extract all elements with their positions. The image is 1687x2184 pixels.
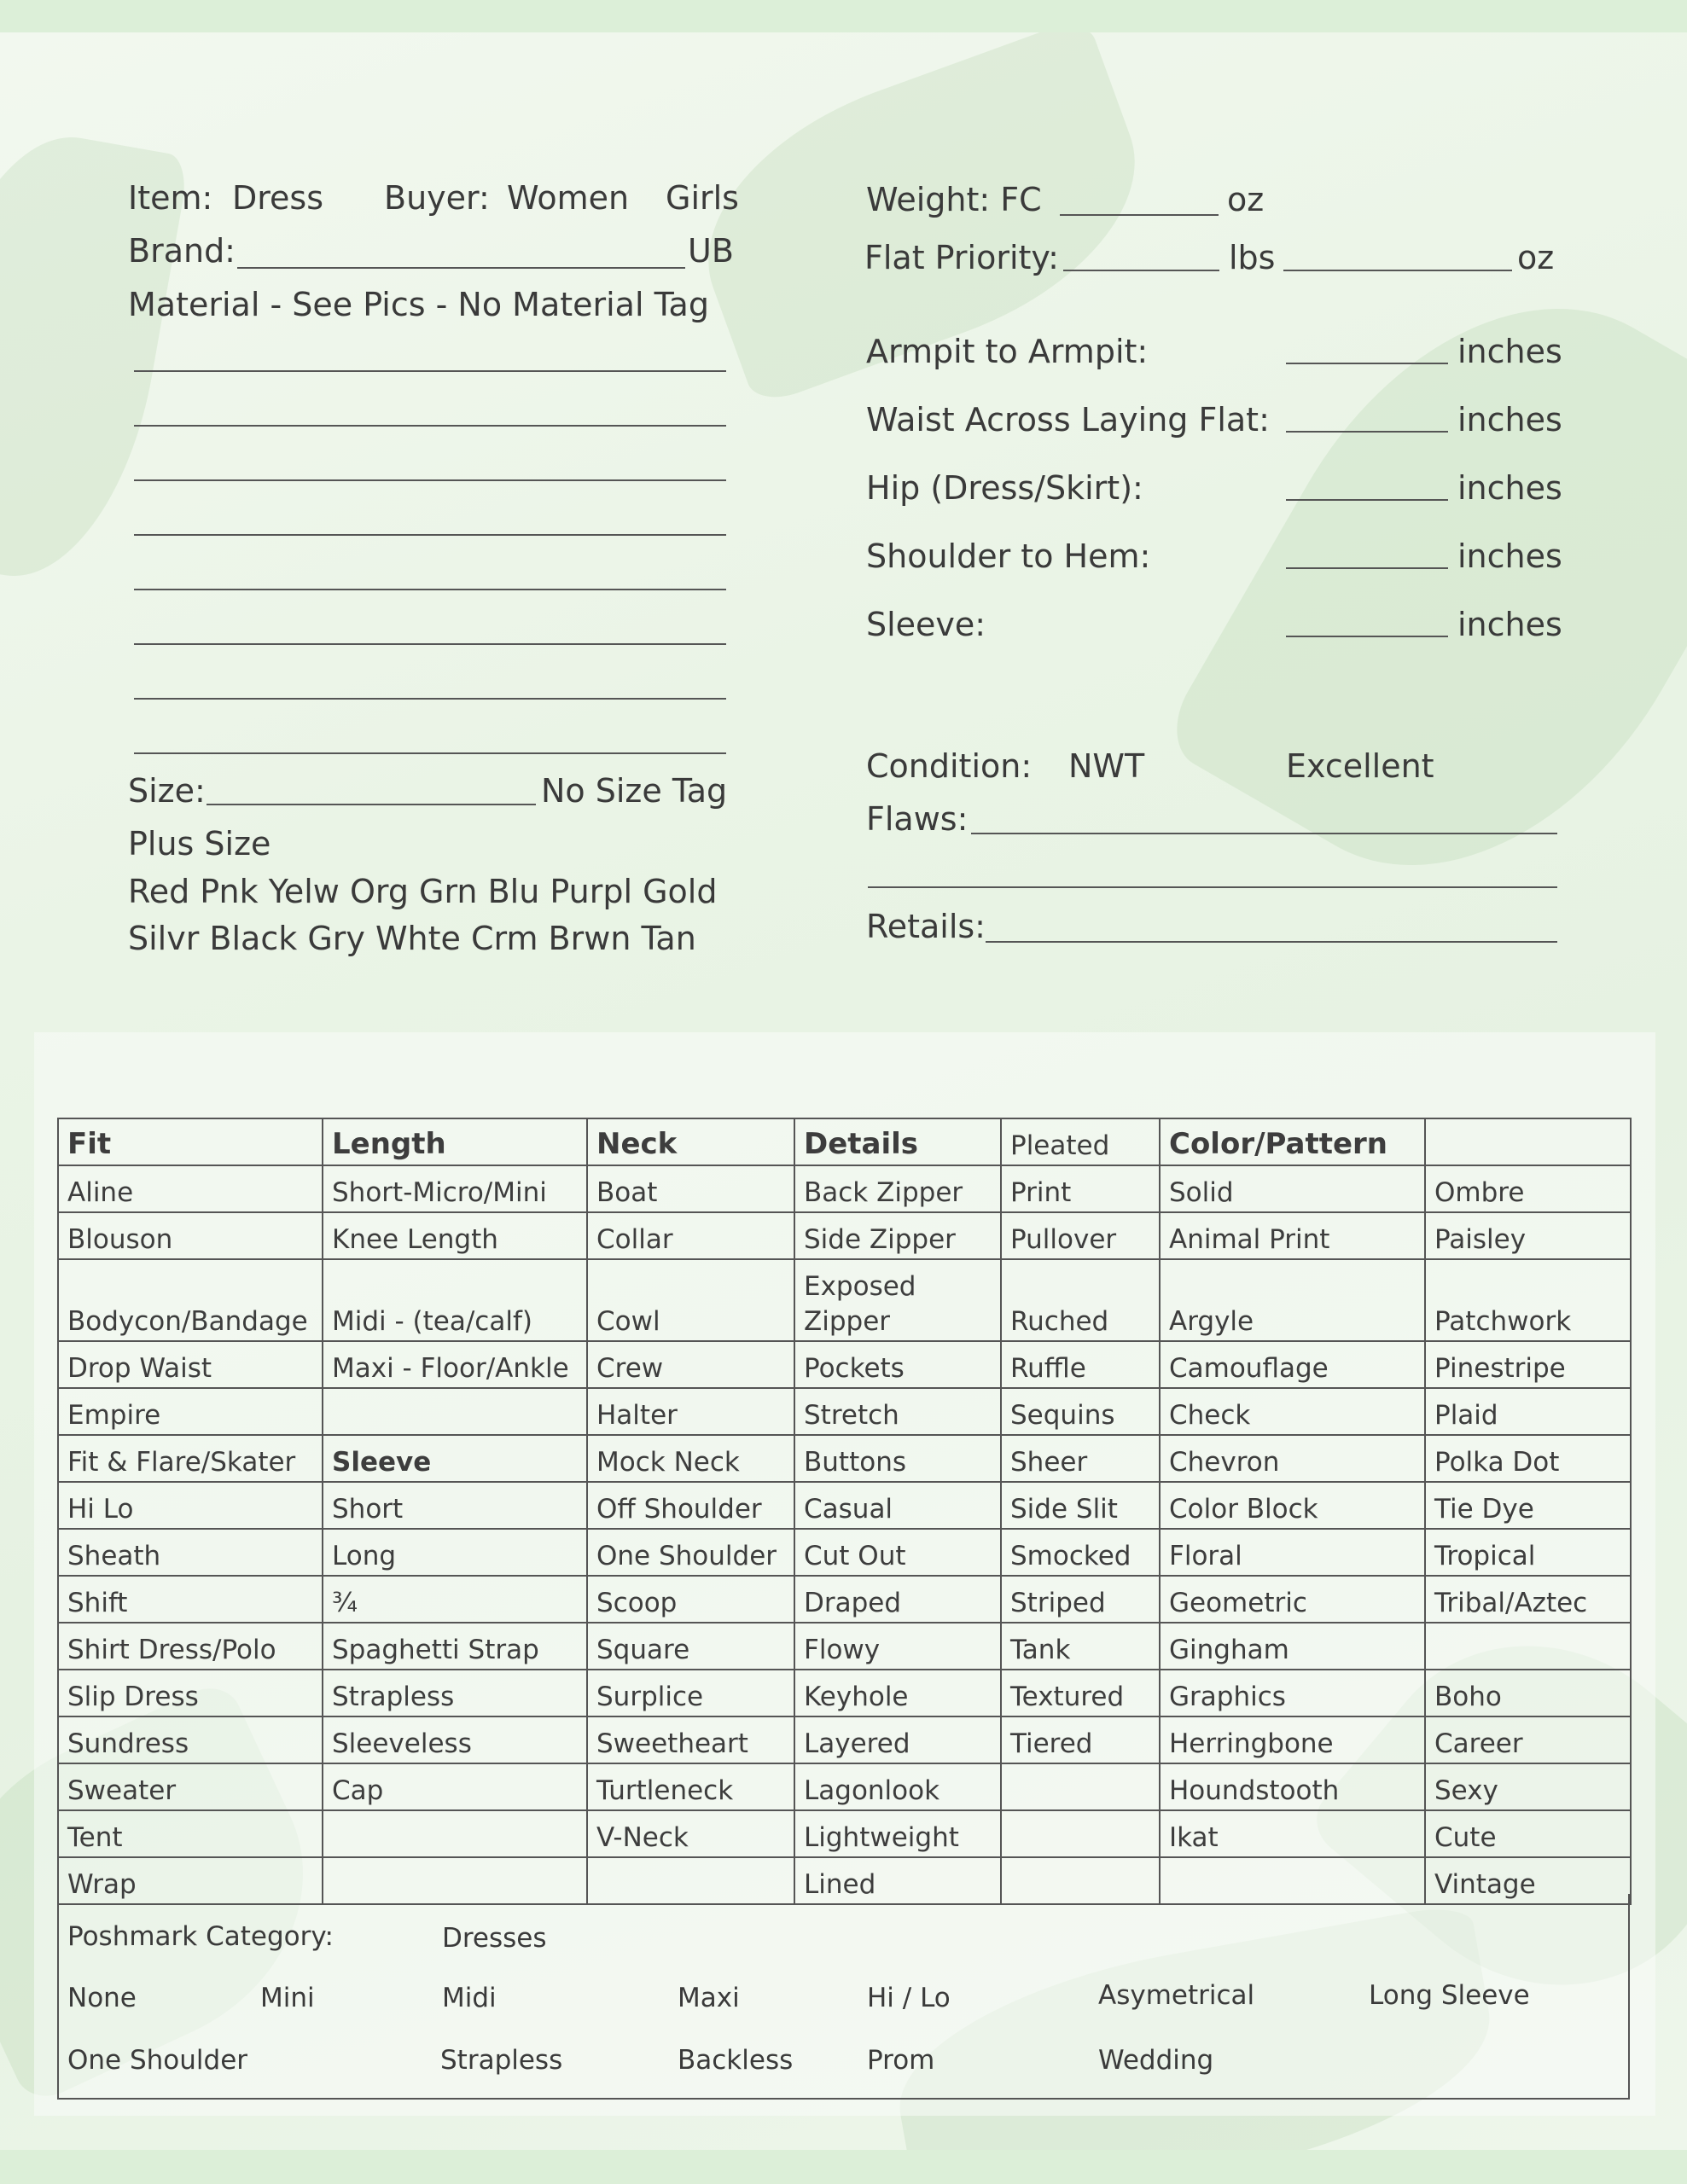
brand-label: Brand: — [128, 232, 236, 270]
table-row — [58, 1576, 1631, 1623]
table-cell[interactable]: Cowl — [587, 1259, 794, 1341]
table-cell[interactable]: Side Slit — [1001, 1482, 1160, 1529]
table-cell[interactable]: Keyhole — [794, 1670, 1001, 1716]
flat-priority-oz-field[interactable] — [1283, 270, 1512, 271]
weight-label: Weight: FC — [866, 181, 1042, 218]
column-header-length: Length — [323, 1118, 587, 1165]
table-cell[interactable]: Boho — [1425, 1670, 1631, 1716]
table-cell[interactable]: Shirt Dress/Polo — [58, 1623, 323, 1670]
measure-unit: inches — [1457, 401, 1562, 439]
table-cell[interactable]: Crew — [587, 1341, 794, 1388]
table-cell[interactable]: Layered — [794, 1716, 1001, 1763]
table-cell[interactable]: Draped — [794, 1576, 1001, 1623]
poshmark-category-label: Poshmark Category: — [67, 1921, 334, 1952]
measure-field-waist[interactable] — [1286, 431, 1448, 433]
table-cell[interactable]: Strapless — [323, 1670, 587, 1716]
table-cell[interactable]: Striped — [1001, 1576, 1160, 1623]
table-cell[interactable]: Sheer — [1001, 1435, 1160, 1482]
table-row — [58, 1716, 1631, 1763]
table-cell — [1001, 1810, 1160, 1857]
table-cell[interactable]: Polka Dot — [1425, 1435, 1631, 1482]
table-cell[interactable]: V-Neck — [587, 1810, 794, 1857]
table-cell[interactable]: Tropical — [1425, 1529, 1631, 1576]
color-options-line1[interactable]: Red Pnk Yelw Org Grn Blu Purpl Gold — [128, 873, 718, 910]
table-cell[interactable]: Career — [1425, 1716, 1631, 1763]
table-row — [58, 1212, 1631, 1259]
table-cell[interactable]: Slip Dress — [58, 1670, 323, 1716]
table-cell — [323, 1810, 587, 1857]
table-cell — [1001, 1763, 1160, 1810]
flaws-field-line2[interactable] — [868, 886, 1557, 888]
poshmark-option-dresses[interactable]: Dresses — [442, 1923, 547, 1954]
table-cell[interactable]: Houndstooth — [1160, 1763, 1425, 1810]
table-cell[interactable]: Sheath — [58, 1529, 323, 1576]
table-cell[interactable]: Long — [323, 1529, 587, 1576]
table-cell[interactable]: Pleated — [1001, 1118, 1160, 1165]
retails-label: Retails: — [866, 908, 986, 945]
column-header-details: Details — [794, 1118, 1001, 1165]
table-cell[interactable]: Argyle — [1160, 1259, 1425, 1341]
table-cell[interactable]: Check — [1160, 1388, 1425, 1435]
flat-priority-lbs-field[interactable] — [1063, 270, 1219, 271]
flat-priority-unit-lbs: lbs — [1229, 239, 1276, 276]
table-cell[interactable]: Collar — [587, 1212, 794, 1259]
material-line-field[interactable] — [134, 752, 726, 754]
table-cell[interactable]: Midi - (tea/calf) — [323, 1259, 587, 1341]
table-cell[interactable]: Camouflage — [1160, 1341, 1425, 1388]
poshmark-option-backless[interactable]: Backless — [678, 2045, 794, 2076]
material-line-field[interactable] — [134, 370, 726, 372]
table-cell[interactable]: Halter — [587, 1388, 794, 1435]
table-cell — [1425, 1623, 1631, 1670]
condition-option-excellent[interactable]: Excellent — [1286, 747, 1434, 785]
table-cell[interactable]: Drop Waist — [58, 1341, 323, 1388]
table-cell[interactable]: Print — [1001, 1165, 1160, 1212]
table-cell[interactable]: Cut Out — [794, 1529, 1001, 1576]
flat-priority-unit-oz: oz — [1517, 239, 1555, 276]
table-cell[interactable]: Vintage — [1425, 1857, 1631, 1904]
table-row — [58, 1763, 1631, 1810]
table-cell[interactable]: Solid — [1160, 1165, 1425, 1212]
table-cell[interactable]: Sequins — [1001, 1388, 1160, 1435]
table-cell[interactable]: Ikat — [1160, 1810, 1425, 1857]
table-cell[interactable]: Square — [587, 1623, 794, 1670]
table-cell[interactable]: Sexy — [1425, 1763, 1631, 1810]
measure-label-waist: Waist Across Laying Flat: — [866, 401, 1270, 439]
table-cell[interactable]: Lightweight — [794, 1810, 1001, 1857]
table-cell[interactable]: Geometric — [1160, 1576, 1425, 1623]
material-line[interactable]: Material - See Pics - No Material Tag — [128, 286, 709, 323]
column-header-sleeve: Sleeve — [323, 1435, 587, 1482]
weight-field[interactable] — [1060, 214, 1219, 216]
table-cell[interactable]: Stretch — [794, 1388, 1001, 1435]
table-cell[interactable]: Fit & Flare/Skater — [58, 1435, 323, 1482]
table-cell[interactable]: Cute — [1425, 1810, 1631, 1857]
column-header-fit: Fit — [58, 1118, 323, 1165]
table-cell[interactable]: Tiered — [1001, 1716, 1160, 1763]
plus-size-option[interactable]: Plus Size — [128, 825, 271, 863]
poshmark-option-mini[interactable]: Mini — [260, 1983, 315, 2013]
flat-priority-label: Flat Priority: — [864, 239, 1059, 276]
table-cell[interactable]: Wrap — [58, 1857, 323, 1904]
table-cell[interactable]: Tie Dye — [1425, 1482, 1631, 1529]
table-cell[interactable]: Turtleneck — [587, 1763, 794, 1810]
table-cell[interactable]: Short — [323, 1482, 587, 1529]
table-cell[interactable]: Flowy — [794, 1623, 1001, 1670]
poshmark-option-maxi[interactable]: Maxi — [678, 1983, 740, 2013]
table-cell[interactable]: Lagonlook — [794, 1763, 1001, 1810]
poshmark-option-wedding[interactable]: Wedding — [1098, 2045, 1214, 2076]
weight-unit-oz: oz — [1227, 181, 1265, 218]
table-cell[interactable]: Tent — [58, 1810, 323, 1857]
table-cell[interactable]: Ruched — [1001, 1259, 1160, 1341]
measure-unit: inches — [1457, 606, 1562, 643]
table-cell[interactable]: Back Zipper — [794, 1165, 1001, 1212]
table-cell[interactable]: Mock Neck — [587, 1435, 794, 1482]
retails-field[interactable] — [986, 941, 1557, 943]
buyer-label: Buyer: — [384, 179, 490, 217]
table-cell[interactable]: Tank — [1001, 1623, 1160, 1670]
table-cell[interactable]: Smocked — [1001, 1529, 1160, 1576]
table-cell[interactable]: Textured — [1001, 1670, 1160, 1716]
table-cell[interactable]: Patchwork — [1425, 1259, 1631, 1341]
table-cell[interactable]: Empire — [58, 1388, 323, 1435]
table-cell[interactable]: Chevron — [1160, 1435, 1425, 1482]
poshmark-category-box — [57, 1894, 1630, 2100]
table-row — [58, 1810, 1631, 1857]
flaws-label: Flaws: — [866, 800, 969, 838]
measure-field-sleeve[interactable] — [1286, 636, 1448, 637]
poshmark-option-one-shoulder[interactable]: One Shoulder — [67, 2045, 248, 2076]
material-line-field[interactable] — [134, 534, 726, 536]
table-cell[interactable]: Plaid — [1425, 1388, 1631, 1435]
table-cell[interactable]: Herringbone — [1160, 1716, 1425, 1763]
leaf-decoration — [1158, 226, 1687, 948]
table-cell[interactable]: ¾ — [323, 1576, 587, 1623]
table-cell[interactable]: Ruffle — [1001, 1341, 1160, 1388]
poshmark-option-prom[interactable]: Prom — [867, 2045, 935, 2076]
table-cell[interactable]: Boat — [587, 1165, 794, 1212]
no-size-tag-option[interactable]: No Size Tag — [541, 772, 728, 810]
size-label: Size: — [128, 772, 206, 810]
condition-label: Condition: — [866, 747, 1033, 785]
brand-suffix[interactable]: UB — [688, 232, 734, 270]
table-cell — [1425, 1118, 1631, 1165]
table-row — [58, 1529, 1631, 1576]
poshmark-option-midi[interactable]: Midi — [442, 1983, 497, 2013]
table-cell[interactable]: Exposed Zipper — [794, 1259, 1001, 1341]
table-cell[interactable]: Sweetheart — [587, 1716, 794, 1763]
table-cell[interactable]: Scoop — [587, 1576, 794, 1623]
table-cell[interactable]: Buttons — [794, 1435, 1001, 1482]
table-cell — [323, 1388, 587, 1435]
table-cell[interactable]: Maxi - Floor/Ankle — [323, 1341, 587, 1388]
table-cell[interactable]: Side Zipper — [794, 1212, 1001, 1259]
measure-label-sleeve: Sleeve: — [866, 606, 986, 643]
condition-option-nwt[interactable]: NWT — [1068, 747, 1145, 785]
table-cell[interactable]: Blouson — [58, 1212, 323, 1259]
table-cell[interactable]: Pinestripe — [1425, 1341, 1631, 1388]
column-header-neck: Neck — [587, 1118, 794, 1165]
table-cell[interactable]: Pockets — [794, 1341, 1001, 1388]
table-cell[interactable]: Short-Micro/Mini — [323, 1165, 587, 1212]
measure-label-armpit: Armpit to Armpit: — [866, 333, 1149, 370]
table-row — [58, 1670, 1631, 1716]
table-cell[interactable]: One Shoulder — [587, 1529, 794, 1576]
table-cell[interactable]: Gingham — [1160, 1623, 1425, 1670]
material-line-field[interactable] — [134, 589, 726, 590]
material-line-field[interactable] — [134, 643, 726, 645]
size-field[interactable] — [207, 804, 536, 805]
table-cell[interactable]: Paisley — [1425, 1212, 1631, 1259]
poshmark-option-asymetrical[interactable]: Asymetrical — [1098, 1980, 1255, 2011]
table-row — [58, 1482, 1631, 1529]
table-cell[interactable]: Animal Print — [1160, 1212, 1425, 1259]
table-cell[interactable]: Sweater — [58, 1763, 323, 1810]
table-row — [58, 1435, 1631, 1482]
color-options-line2[interactable]: Silvr Black Gry Whte Crm Brwn Tan — [128, 920, 696, 957]
table-cell[interactable]: Ombre — [1425, 1165, 1631, 1212]
table-cell[interactable]: Color Block — [1160, 1482, 1425, 1529]
table-cell[interactable]: Floral — [1160, 1529, 1425, 1576]
table-row — [58, 1259, 1631, 1341]
column-header-color-pattern: Color/Pattern — [1160, 1118, 1425, 1165]
measure-field-shoulder-to-hem[interactable] — [1286, 567, 1448, 569]
table-cell[interactable]: Graphics — [1160, 1670, 1425, 1716]
measure-label-hip: Hip (Dress/Skirt): — [866, 469, 1143, 507]
poshmark-option-none[interactable]: None — [67, 1983, 137, 2013]
table-cell[interactable]: Bodycon/Bandage — [58, 1259, 323, 1341]
poshmark-option-hi-lo[interactable]: Hi / Lo — [867, 1983, 951, 2013]
item-label: Item: — [128, 179, 213, 217]
table-cell[interactable]: Tribal/Aztec — [1425, 1576, 1631, 1623]
table-cell[interactable]: Spaghetti Strap — [323, 1623, 587, 1670]
table-cell[interactable]: Off Shoulder — [587, 1482, 794, 1529]
table-cell[interactable]: Surplice — [587, 1670, 794, 1716]
poshmark-option-strapless[interactable]: Strapless — [440, 2045, 563, 2076]
table-cell[interactable]: Sleeveless — [323, 1716, 587, 1763]
table-row — [58, 1623, 1631, 1670]
table-cell[interactable]: Sundress — [58, 1716, 323, 1763]
measure-unit: inches — [1457, 537, 1562, 575]
measure-field-hip[interactable] — [1286, 499, 1448, 501]
material-line-field[interactable] — [134, 698, 726, 700]
measure-label-shoulder-to-hem: Shoulder to Hem: — [866, 537, 1151, 575]
table-cell[interactable]: Lined — [794, 1857, 1001, 1904]
table-cell[interactable]: Aline — [58, 1165, 323, 1212]
poshmark-option-long-sleeve[interactable]: Long Sleeve — [1369, 1980, 1530, 2011]
table-row — [58, 1341, 1631, 1388]
table-row — [58, 1388, 1631, 1435]
table-row — [58, 1165, 1631, 1212]
table-cell[interactable]: Hi Lo — [58, 1482, 323, 1529]
buyer-option-girls[interactable]: Girls — [666, 179, 739, 217]
table-cell[interactable]: Knee Length — [323, 1212, 587, 1259]
brand-field[interactable] — [237, 267, 685, 269]
table-cell[interactable]: Shift — [58, 1576, 323, 1623]
options-table — [57, 1118, 1632, 1905]
table-cell[interactable]: Pullover — [1001, 1212, 1160, 1259]
measure-unit: inches — [1457, 333, 1562, 370]
material-line-field[interactable] — [134, 425, 726, 427]
item-value[interactable]: Dress — [232, 179, 324, 217]
table-cell[interactable]: Cap — [323, 1763, 587, 1810]
measure-field-armpit[interactable] — [1286, 363, 1448, 364]
measure-unit: inches — [1457, 469, 1562, 507]
material-line-field[interactable] — [134, 479, 726, 481]
flaws-field[interactable] — [971, 833, 1557, 834]
table-row — [58, 1118, 1631, 1165]
table-cell[interactable]: Casual — [794, 1482, 1001, 1529]
buyer-option-women[interactable]: Women — [507, 179, 630, 217]
